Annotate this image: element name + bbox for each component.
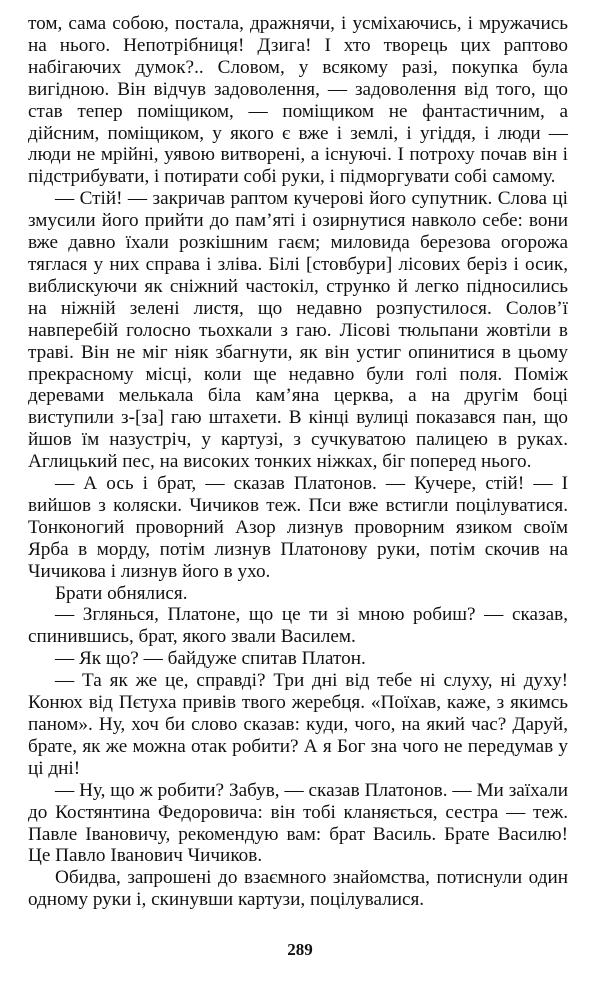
paragraph-6: — Як що? — байдуже спитав Платон. bbox=[55, 648, 366, 670]
paragraph-3: — А ось і брат, — сказав Платонов. — Кучере, стій! — І вийшов з коляски. Чичиков теж. Пси вже встигли поцілуватися. Тонконогий проворний Азор лизнув проворним язиком своїм Ярба в морду, потім лизнув Платонову руки, потім скочив на Чичикова і лизнув його в ухо. bbox=[28, 473, 568, 582]
paragraph-9: Обидва, запрошені до взаємного знайомства, потиснули один одному руки і, скинувши картузи, поцілувалися. bbox=[28, 867, 568, 911]
paragraph-2: — Стій! — закричав раптом кучерові його супутник. Слова ці змусили його прийти до пам’яті і озирнутися навколо себе: вони вже давно їхали розкішним гаєм; миловида березова огорожа тяглася у них справа і зліва. Білі [стовбури] лісових беріз і осик, виблискуючи як сніжний частокіл, струнко й легко підносились на ніжній зелені листя, що недавно розпустилося. Солов’ї навперебій голосно тьохкали з гаю. Лісові тюльпани жовтіли в траві. Він не міг ніяк збагнути, як він устиг опинитися в цьому прекрасному місці, коли ще недавно були голі поля. Поміж деревами мелькала біла кам’яна церква, а на другім боці виступили з-[за] гаю штахети. В кінці вулиці показався пан, що йшов їм назустріч, у картузі, з сучкуватою палицею в руках. Аглицький пес, на високих тонких ніжках, біг поперед нього. bbox=[28, 188, 568, 473]
paragraph-5: — Зглянься, Платоне, що це ти зі мною робиш? — сказав, спинившись, брат, якого звали Василем. bbox=[28, 604, 568, 648]
page-number: 289 bbox=[287, 940, 313, 959]
body-text bbox=[28, 13, 568, 911]
paragraph-7: — Та як же це, справді? Три дні від тебе ні слуху, ні духу! Конюх від Пєтуха привів твого жеребця. «Поїхав, каже, з якимсь паном». Ну, хоч би слово сказав: куди, чого, на який час? Даруй, брате, як же можна отак робити? А я Бог зна чого не передумав у ці дні! bbox=[28, 670, 568, 779]
paragraph-1: том, сама собою, постала, дражнячи, і усміхаючись, і мружачись на нього. Непотрібниця! Дзига! І хто творець цих раптово набігаючих думок?.. Словом, у всякому разі, покупка була вигідною. Він відчув задоволення, — задоволення від того, що став тепер поміщиком, — поміщиком не фантастичним, а дійсним, поміщиком, у якого є вже і землі, і угіддя, і люди — люди не мрійні, уявою витворені, а існуючі. І потроху почав він і підстрибувати, і потирати собі руки, і підморгувати собі самому. bbox=[28, 13, 568, 188]
paragraph-8: — Ну, що ж робити? Забув, — сказав Платонов. — Ми заїхали до Костянтина Федоровича: він тобі кланяється, сестра — теж. Павле Івановичу, рекомендую вам: брат Василь. Брате Василю! Це Павло Іванович Чичиков. bbox=[28, 779, 568, 867]
paragraph-4: Брати обнялися. bbox=[55, 582, 188, 604]
